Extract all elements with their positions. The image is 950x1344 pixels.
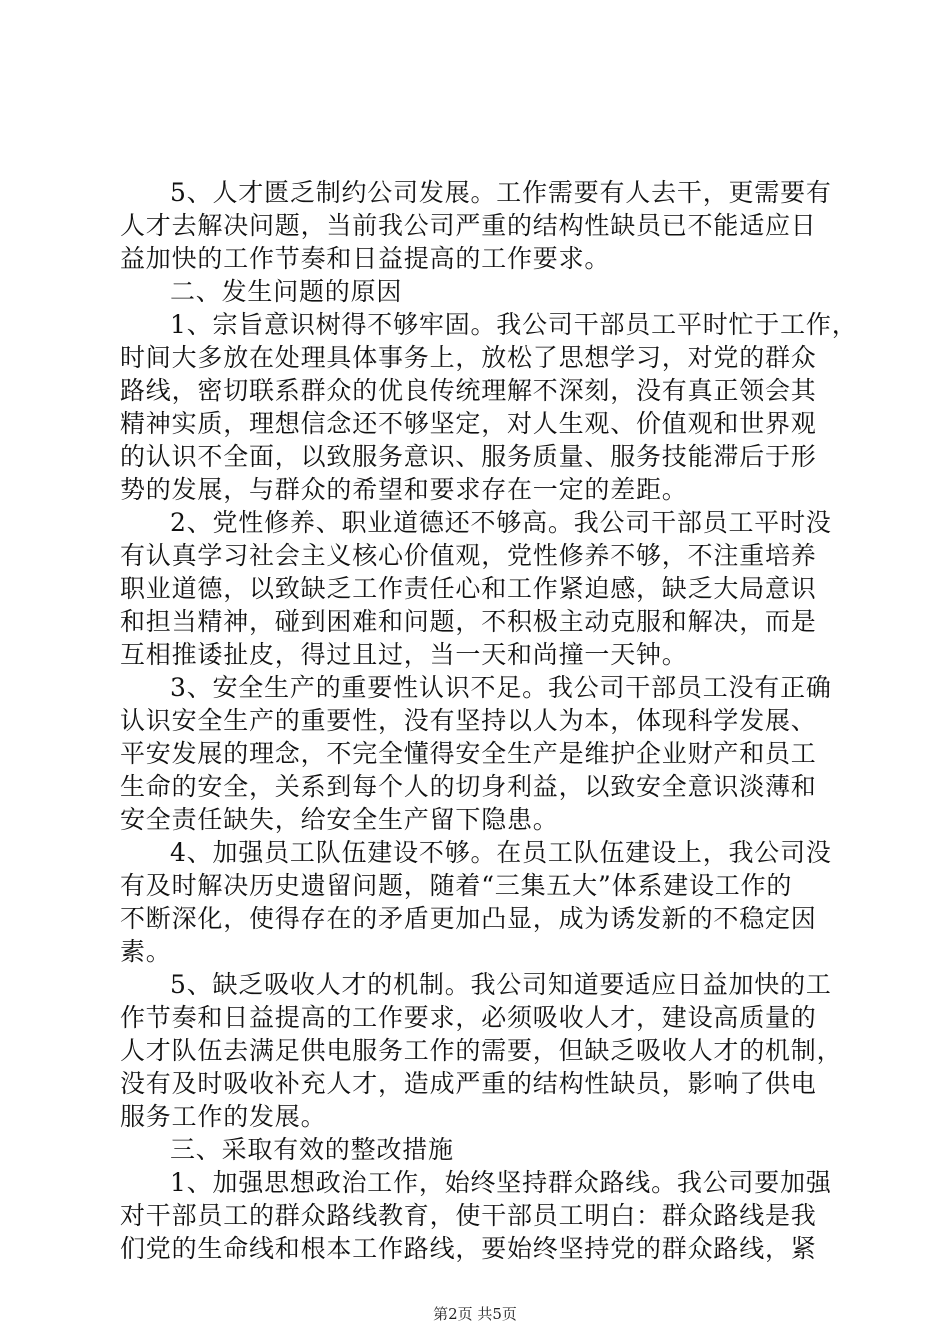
text-line: 不断深化，使得存在的矛盾更加凸显，成为诱发新的不稳定因 bbox=[120, 904, 817, 933]
text-line: 作节奏和日益提高的工作要求，必须吸收人才，建设高质量的 bbox=[120, 1003, 817, 1032]
text-line: 时间大多放在处理具体事务上，放松了思想学习，对党的群众 bbox=[120, 343, 817, 372]
text-line: 们党的生命线和根本工作路线，要始终坚持党的群众路线，紧 bbox=[120, 1234, 817, 1263]
text-line: 1、加强思想政治工作，始终坚持群众路线。我公司要加强 bbox=[170, 1168, 832, 1197]
text-line: 1、宗旨意识树得不够牢固。我公司干部员工平时忙于工作， bbox=[170, 310, 858, 339]
text-line: 精神实质，理想信念还不够坚定，对人生观、价值观和世界观 bbox=[120, 409, 817, 438]
text-line: 4、加强员工队伍建设不够。在员工队伍建设上，我公司没 bbox=[170, 838, 832, 867]
page-number-footer: 第2页 共5页 bbox=[433, 1305, 517, 1323]
text-line: 没有及时吸收补充人才，造成严重的结构性缺员，影响了供电 bbox=[120, 1069, 817, 1098]
text-line: 和担当精神，碰到困难和问题，不积极主动克服和解决，而是 bbox=[120, 607, 817, 636]
text-line: 对干部员工的群众路线教育，使干部员工明白：群众路线是我 bbox=[120, 1201, 817, 1230]
text-line: 有及时解决历史遗留问题，随着“三集五大”体系建设工作的 bbox=[120, 871, 793, 900]
text-line: 平安发展的理念，不完全懂得安全生产是维护企业财产和员工 bbox=[120, 739, 817, 768]
text-line: 认识安全生产的重要性，没有坚持以人为本，体现科学发展、 bbox=[120, 706, 817, 735]
text-line: 势的发展，与群众的希望和要求存在一定的差距。 bbox=[120, 475, 688, 504]
text-line: 5、缺乏吸收人才的机制。我公司知道要适应日益加快的工 bbox=[170, 970, 832, 999]
text-line: 有认真学习社会主义核心价值观，党性修养不够，不注重培养 bbox=[120, 541, 817, 570]
text-line: 3、安全生产的重要性认识不足。我公司干部员工没有正确 bbox=[170, 673, 832, 702]
text-line: 互相推诿扯皮，得过且过，当一天和尚撞一天钟。 bbox=[120, 640, 688, 669]
text-line: 路线，密切联系群众的优良传统理解不深刻，没有真正领会其 bbox=[120, 376, 817, 405]
text-line: 生命的安全，关系到每个人的切身利益，以致安全意识淡薄和 bbox=[120, 772, 817, 801]
text-line: 职业道德，以致缺乏工作责任心和工作紧迫感，缺乏大局意识 bbox=[120, 574, 817, 603]
section-heading: 二、发生问题的原因 bbox=[170, 277, 403, 306]
text-line: 安全责任缺失，给安全生产留下隐患。 bbox=[120, 805, 559, 834]
text-line: 5、人才匮乏制约公司发展。工作需要有人去干，更需要有 bbox=[170, 178, 832, 207]
text-line: 素。 bbox=[120, 937, 172, 966]
text-line: 服务工作的发展。 bbox=[120, 1102, 327, 1131]
text-line: 的认识不全面，以致服务意识、服务质量、服务技能滞后于形 bbox=[120, 442, 817, 471]
section-heading: 三、采取有效的整改措施 bbox=[170, 1135, 454, 1164]
text-line: 益加快的工作节奏和日益提高的工作要求。 bbox=[120, 244, 611, 273]
text-line: 人才去解决问题，当前我公司严重的结构性缺员已不能适应日 bbox=[120, 211, 817, 240]
text-line: 人才队伍去满足供电服务工作的需要，但缺乏吸收人才的机制， bbox=[120, 1036, 843, 1065]
text-line: 2、党性修养、职业道德还不够高。我公司干部员工平时没 bbox=[170, 508, 832, 537]
